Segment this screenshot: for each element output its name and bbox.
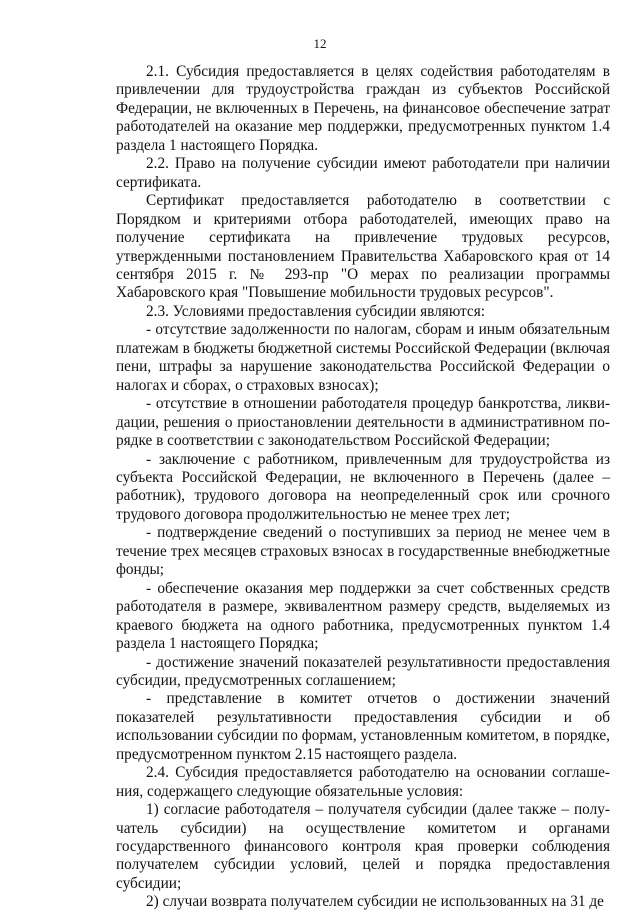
paragraph-2-1: 2.1. Субсидия предоставляется в целях содействия работодателям в привлечении для трудоустройства граждан из субъектов Российской Федерации, не включенных в Перечень, на финансовое обеспечение затрат работодателей на оказание мер поддержки, предусмотренных пунктом 1.4 раздела 1 настоящего Порядка. <box>116 63 610 154</box>
paragraph-2-2: 2.2. Право на получение субсидии имеют работодатели при наличии сертификата. <box>116 155 610 191</box>
page-number: 12 <box>313 36 327 51</box>
condition-employment-contract: - заключение с работником, привлеченным для трудоустройства из субъекта Российской Федерации, не включенного в Перечень (далее – работник), трудового договора на неопределенный срок или срочного трудового договора продолжительностью не менее трех лет; <box>116 450 610 523</box>
condition-insurance-contributions: - подтверждение сведений о поступивших за период не менее чем в течение трех месяцев страховых взносах в государственные внебюджетные фонды; <box>116 524 610 579</box>
document-body <box>116 63 610 912</box>
condition-no-debts: - отсутствие задолженности по налогам, сборам и иным обязательным платежам в бюджеты бюджетной системы Российской Федерации (включая пени, штрафы за нарушение законодательства Российской Федерации о налогах и сборах, о страховых взносах); <box>116 321 610 394</box>
condition-performance-indicators: - достижение значений показателей результативности предоставления субсидии, предусмотренных соглашением; <box>116 653 610 689</box>
condition-support-measures: - обеспечение оказания мер поддержки за счет собственных средств работодателя в размере, эквивалентном размеру средств, выделяемых из краевого бюджета на одного работника, предусмотренных пунктом 1.4 раздела 1 настоящего Порядка; <box>116 579 610 653</box>
agreement-condition-1: 1) согласие работодателя – получателя субсидии (далее также – получатель субсидии) на осуществление комитетом и органами государственного финансового контроля края проверки соблюдения получателем субсидии условий, целей и порядка предоставления субсидии; <box>116 801 610 892</box>
paragraph-certificate: Сертификат предоставляется работодателю в соответствии с Порядком и критериями отбора работодателей, имеющих право на получение сертификата на привлечение трудовых ресурсов, утвержденными постановлением Правительства Хабаровского края от 14 сентября 2015 г. № 293-пр "О мерах по реализации программы Хабаровского края "Повышение мобильности трудовых ресурсов". <box>116 192 610 302</box>
paragraph-2-3: 2.3. Условиями предоставления субсидии являются: <box>146 302 486 320</box>
condition-no-bankruptcy: - отсутствие в отношении работодателя процедур банкротства, ликвидации, решения о приостановлении деятельности в административном порядке в соответствии с законодательством Российской Федерации; <box>116 395 610 450</box>
condition-reporting: - представление в комитет отчетов о достижении значений показателей результативности предоставления субсидии и об использовании субсидии по формам, установленным комитетом, в порядке, предусмотренном пунктом 2.15 настоящего раздела. <box>116 690 610 763</box>
paragraph-2-4: 2.4. Субсидия предоставляется работодателю на основании соглашения, содержащего следующие обязательные условия: <box>116 764 610 800</box>
agreement-condition-2: 2) случаи возврата получателем субсидии не использованных на 31 де <box>146 893 604 911</box>
